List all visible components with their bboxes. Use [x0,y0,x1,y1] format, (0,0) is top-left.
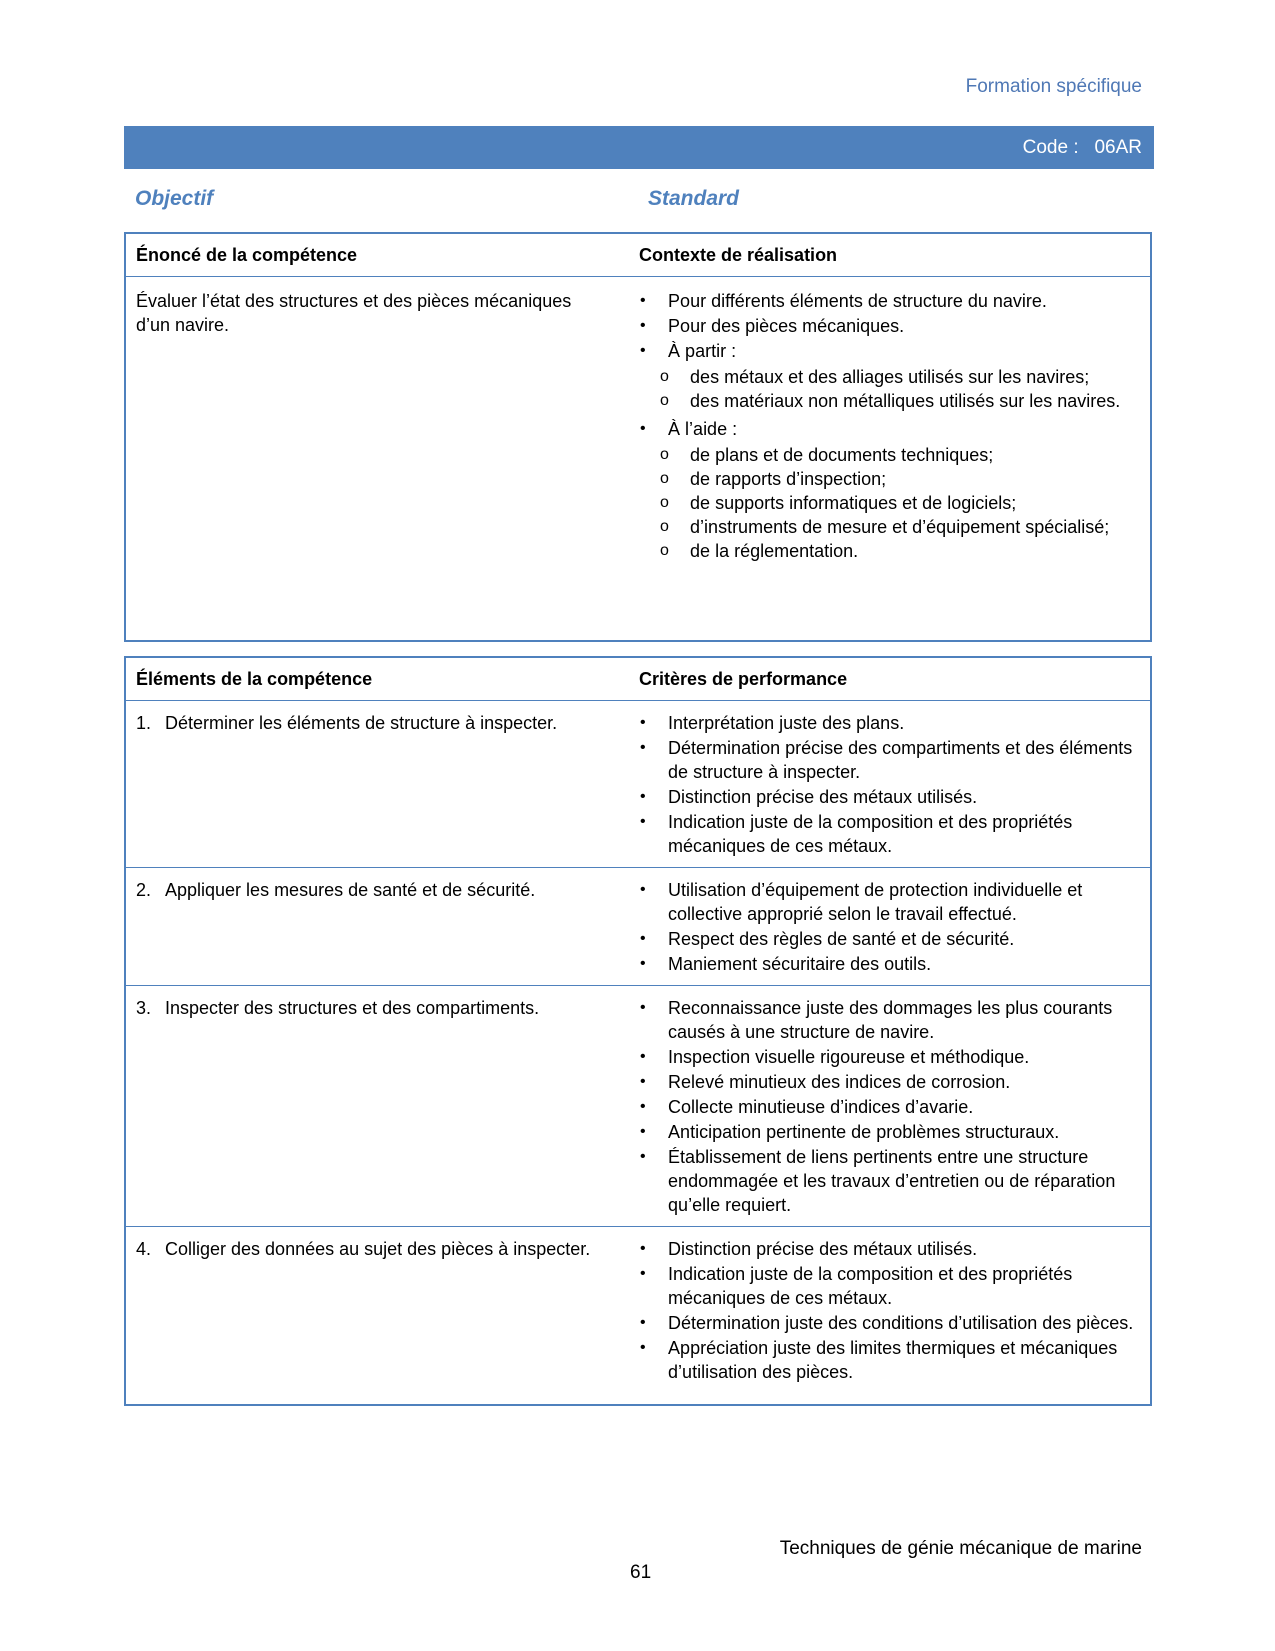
element-text: Colliger des données au sujet des pièces à inspecter. [165,1239,591,1259]
criteria-list [638,878,1138,976]
contexte-subitem: o de rapports d’inspection; [660,467,1138,491]
objectif-heading: Objectif [135,187,214,210]
criterion: • Maniement sécuritaire des outils. [638,952,1138,976]
contexte-sublist [668,443,1138,563]
standard-heading: Standard [648,187,740,210]
criterion: • Détermination précise des compartiments et des éléments de structure à inspecter. [638,736,1138,784]
elements-table-header [126,658,1150,701]
contexte-item: • À l’aide : o de plans et de documents techniques; o de rapports d’inspection; o de supports informatiques et de logiciels; o d’instruments de mesure et d’équipement spécialisé; o de la réglementation. [638,417,1138,563]
criteria-list [638,996,1138,1217]
criterion: • Indication juste de la composition et des propriétés mécaniques de ces métaux. [638,1262,1138,1310]
element-row [126,985,1150,1226]
contexte-subitem: o d’instruments de mesure et d’équipement spécialisé; [660,515,1138,539]
criterion: • Relevé minutieux des indices de corrosion. [638,1070,1138,1094]
contexte-sublist [668,365,1138,413]
competence-row [126,277,1150,577]
element-number: 4. [136,1239,152,1259]
element-item [136,1237,598,1261]
enonce-text: Évaluer l’état des structures et des pièces mécaniques d’un navire. [136,291,572,335]
element-item [136,711,598,735]
contexte-subitem: o des métaux et des alliages utilisés sur les navires; [660,365,1138,389]
criterion: • Distinction précise des métaux utilisés. [638,785,1138,809]
element-number: 1. [136,713,152,733]
criterion: • Interprétation juste des plans. [638,711,1138,735]
element-text: Inspecter des structures et des compartiments. [165,998,540,1018]
criterion: • Collecte minutieuse d’indices d’avarie. [638,1095,1138,1119]
page-number: 61 [630,1562,652,1583]
criterion: • Reconnaissance juste des dommages les plus courants causés à une structure de navire. [638,996,1138,1044]
criterion: • Appréciation juste des limites thermiques et mécaniques d’utilisation des pièces. [638,1336,1138,1384]
code-bar [124,126,1154,169]
criterion: • Détermination juste des conditions d’utilisation des pièces. [638,1311,1138,1335]
code-spacer [1079,137,1095,159]
contexte-subitem: o de supports informatiques et de logiciels; [660,491,1138,515]
criterion: • Indication juste de la composition et des propriétés mécaniques de ces métaux. [638,810,1138,858]
contexte-subitem: o des matériaux non métalliques utilisés sur les navires. [660,389,1138,413]
criterion: • Anticipation pertinente de problèmes structuraux. [638,1120,1138,1144]
criterion: • Inspection visuelle rigoureuse et méthodique. [638,1045,1138,1069]
criterion: • Utilisation d’équipement de protection individuelle et collective approprié selon le travail effectué. [638,878,1138,926]
contexte-cell [638,289,1150,567]
code-label: Code : [1022,136,1079,158]
enonce-column-header: Énoncé de la compétence [136,244,358,265]
code-value: 06AR [1094,136,1142,158]
element-text: Déterminer les éléments de structure à inspecter. [165,713,558,733]
criteria-list [638,711,1138,858]
element-item [136,996,598,1020]
contexte-column-header: Contexte de réalisation [639,244,838,265]
element-text: Appliquer les mesures de santé et de sécurité. [165,880,536,900]
competence-table [124,232,1152,642]
elements-column-header: Éléments de la compétence [136,668,373,689]
contexte-subitem: o de plans et de documents techniques; [660,443,1138,467]
element-number: 3. [136,998,152,1018]
element-row [126,867,1150,985]
document-type-label: Formation spécifique [965,76,1142,97]
element-item [136,878,598,902]
element-row [126,701,1150,867]
elements-table [124,656,1152,1406]
footer-program: Techniques de génie mécanique de marine [779,1538,1142,1559]
criterion: • Établissement de liens pertinents entre une structure endommagée et les travaux d’entretien ou de réparation qu’elle requiert. [638,1145,1138,1217]
criteres-column-header: Critères de performance [639,668,848,689]
element-number: 2. [136,880,152,900]
element-row [126,1226,1150,1393]
criterion: • Respect des règles de santé et de sécurité. [638,927,1138,951]
contexte-item: • Pour des pièces mécaniques. [638,314,1138,338]
contexte-item: • À partir : o des métaux et des alliages utilisés sur les navires; o des matériaux non métalliques utilisés sur les navires. [638,339,1138,413]
contexte-subitem: o de la réglementation. [660,539,1138,563]
criterion: • Distinction précise des métaux utilisés. [638,1237,1138,1261]
competence-table-header [126,234,1150,277]
enonce-cell [126,289,638,567]
criteria-list [638,1237,1138,1384]
contexte-list [638,289,1138,563]
contexte-item: • Pour différents éléments de structure du navire. [638,289,1138,313]
